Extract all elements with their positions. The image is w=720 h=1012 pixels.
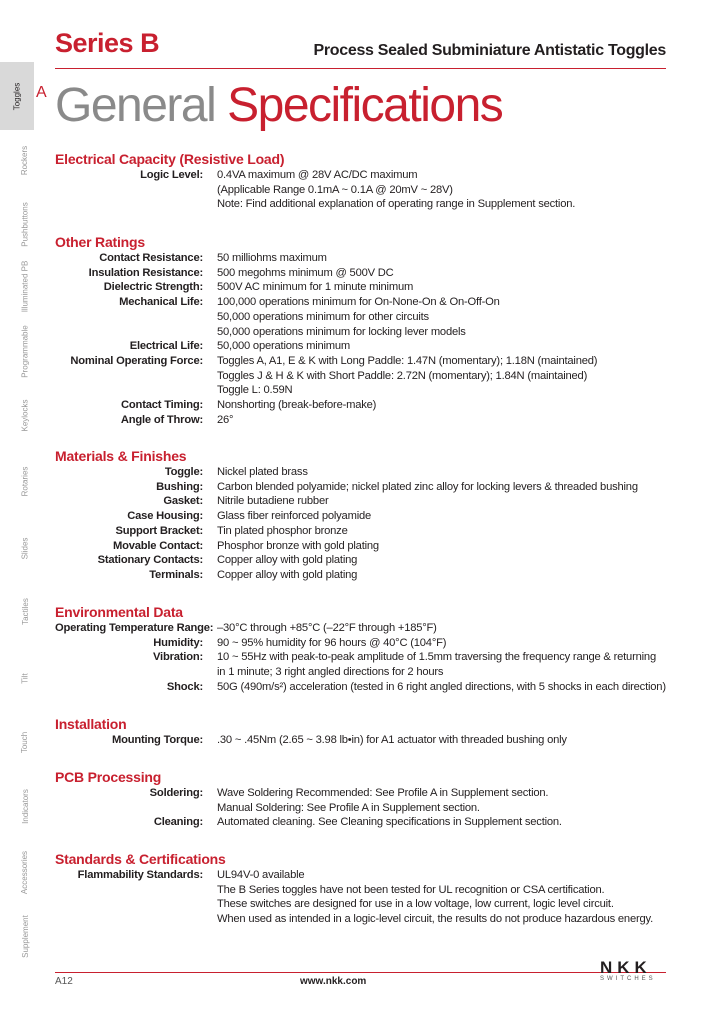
spec-row: [55, 636, 666, 651]
side-tab-label: Touch: [20, 731, 30, 754]
spec-label: Mechanical Life:: [119, 296, 203, 309]
spec-value: The B Series toggles have not been tested for UL recognition or CSA certification.: [217, 883, 605, 896]
spec-value: 500V AC minimum for 1 minute minimum: [217, 281, 414, 294]
spec-label: Movable Contact:: [112, 539, 203, 552]
spec-label: Contact Resistance:: [99, 252, 203, 264]
spec-label: Support Bracket:: [115, 524, 203, 537]
spec-label: Vibration:: [152, 651, 203, 664]
spec-row: [55, 665, 666, 680]
spec-value: Toggles A, A1, E & K with Long Paddle: 1.47N (momentary); 1.18N (maintained): [217, 354, 598, 367]
spec-row: [55, 168, 575, 183]
spec-label: Bushing:: [156, 480, 203, 493]
spec-row: [55, 680, 666, 695]
section-electrical-capacity: [55, 151, 575, 212]
side-tab-label: Programmable: [20, 325, 30, 378]
series-title: Series B: [55, 28, 160, 58]
spec-label: [55, 183, 217, 198]
spec-label: [55, 897, 217, 912]
spec-value: When used as intended in a logic-level circuit, the results do not produce hazardous energy.: [217, 913, 653, 926]
side-tab-label: Tilt: [20, 673, 30, 684]
spec-label: Humidity:: [153, 636, 203, 649]
product-title: Process Sealed Subminiature Antistatic Toggles: [313, 42, 666, 59]
section-heading: Electrical Capacity (Resistive Load): [55, 151, 285, 167]
side-tab-label: Indicators: [20, 789, 30, 824]
side-tab-label: Tactiles: [20, 598, 30, 625]
spec-row: [55, 539, 638, 554]
side-tab-programmable[interactable]: [0, 324, 50, 379]
spec-label: Flammability Standards:: [77, 869, 203, 881]
spec-label: [55, 883, 217, 898]
spec-value: 100,000 operations minimum for On-None-On & On-Off-On: [217, 296, 500, 309]
spec-label: Operating Temperature Range:: [55, 622, 214, 634]
spec-label: Gasket:: [163, 495, 203, 508]
spec-value: Nonshorting (break-before-make): [217, 399, 377, 412]
spec-label: Cleaning:: [153, 816, 203, 829]
side-tab-accessories[interactable]: [0, 845, 50, 900]
logo-mark: NKK: [600, 958, 652, 977]
spec-row: [55, 354, 597, 369]
spec-row: [55, 295, 597, 310]
spec-label: Contact Timing:: [121, 399, 203, 412]
side-tab-illuminated-pb[interactable]: [0, 259, 50, 314]
spec-row: [55, 494, 638, 509]
section-installation: [55, 716, 567, 748]
spec-value: Manual Soldering: See Profile A in Supplement section.: [217, 801, 480, 814]
spec-label: [55, 665, 217, 680]
spec-value: 50 milliohms maximum: [217, 252, 327, 264]
side-tab-slides[interactable]: [0, 521, 50, 576]
spec-value: 50,000 operations minimum: [217, 340, 351, 353]
spec-label: Logic Level:: [140, 169, 203, 181]
spec-row: [55, 369, 597, 384]
section-other-ratings: [55, 234, 597, 427]
spec-row: [55, 398, 597, 413]
spec-value: 500 megohms minimum @ 500V DC: [217, 266, 394, 279]
section-heading: Environmental Data: [55, 604, 183, 620]
section-pcb-processing: [55, 769, 562, 830]
spec-row: [55, 183, 575, 198]
page-title-specifications: Specifications: [227, 79, 503, 132]
spec-label: Stationary Contacts:: [97, 554, 203, 567]
side-tab-label: Accessories: [20, 850, 30, 895]
spec-row: [55, 266, 597, 281]
spec-row: [55, 801, 562, 816]
spec-value: Copper alloy with gold plating: [217, 554, 358, 567]
side-tab-supplement[interactable]: [0, 909, 50, 964]
spec-label: Nominal Operating Force:: [70, 354, 203, 367]
spec-value: –30°C through +85°C (–22°F through +185°F): [217, 622, 437, 634]
section-standards-certifications: [55, 851, 653, 927]
website-link[interactable]: www.nkk.com: [300, 976, 367, 987]
spec-value: Nitrile butadiene rubber: [217, 495, 329, 508]
spec-value: 0.4VA maximum @ 28V AC/DC maximum: [217, 169, 418, 181]
spec-label: Soldering:: [149, 787, 203, 799]
spec-row: [55, 480, 638, 495]
side-tab-touch[interactable]: [0, 715, 50, 770]
page-title: [55, 79, 503, 132]
page-title-general: General: [55, 79, 216, 132]
footer-divider: [55, 972, 666, 973]
spec-row: [55, 413, 597, 428]
tab-letter: A: [36, 84, 47, 101]
header-divider: [55, 68, 666, 69]
spec-value: Toggle L: 0.59N: [217, 384, 293, 397]
spec-label: Terminals:: [149, 568, 203, 581]
spec-value: 90 ~ 95% humidity for 96 hours @ 40°C (104°F): [217, 636, 447, 649]
spec-value: Tin plated phosphor bronze: [217, 524, 348, 537]
side-tab-label: Toggles: [12, 82, 22, 110]
spec-label: Insulation Resistance:: [88, 266, 203, 279]
side-tab-pushbuttons[interactable]: [0, 197, 50, 252]
spec-label: [55, 197, 217, 212]
side-tab-toggles[interactable]: [0, 62, 34, 130]
spec-value: UL94V-0 available: [217, 869, 305, 881]
section-environmental-data: [55, 604, 666, 695]
spec-row: [55, 197, 575, 212]
spec-label: [55, 325, 217, 340]
spec-row: [55, 568, 638, 583]
spec-value: 50,000 operations minimum for other circuits: [217, 310, 429, 323]
logo-subtitle: SWITCHES: [600, 976, 656, 982]
spec-label: Mounting Torque:: [111, 734, 203, 746]
spec-label: [55, 310, 217, 325]
spec-row: [55, 621, 666, 636]
spec-row: [55, 509, 638, 524]
side-tab-rockers[interactable]: [0, 133, 50, 188]
section-heading: PCB Processing: [55, 769, 162, 785]
spec-label: [55, 383, 217, 398]
spec-value: 10 ~ 55Hz with peak-to-peak amplitude of 1.5mm traversing the frequency range & returning: [217, 651, 656, 664]
spec-value: Wave Soldering Recommended: See Profile A in Supplement section.: [217, 787, 549, 799]
side-tab-label: Supplement: [20, 915, 30, 958]
spec-value: Toggles J & H & K with Short Paddle: 2.72N (momentary); 1.84N (maintained): [217, 369, 588, 382]
spec-row: [55, 465, 638, 480]
section-materials-finishes: [55, 448, 638, 583]
spec-row: [55, 280, 597, 295]
side-tab-rotaries[interactable]: [0, 454, 50, 509]
spec-row: [55, 339, 597, 354]
section-heading: Installation: [55, 716, 127, 732]
side-tab-label: Keylocks: [20, 399, 30, 432]
spec-row: [55, 883, 653, 898]
spec-row: [55, 553, 638, 568]
spec-value: Carbon blended polyamide; nickel plated zinc alloy for locking levers & threaded bushing: [217, 480, 638, 493]
side-tab-tactiles[interactable]: [0, 584, 50, 639]
spec-value: Phosphor bronze with gold plating: [217, 539, 379, 552]
side-tab-tilt[interactable]: [0, 651, 50, 706]
spec-row: [55, 897, 653, 912]
side-tab-keylocks[interactable]: [0, 388, 50, 443]
spec-label: Case Housing:: [127, 510, 203, 523]
spec-value: Note: Find additional explanation of operating range in Supplement section.: [217, 198, 576, 211]
side-tab-label: Rotaries: [20, 466, 30, 497]
spec-value: Nickel plated brass: [217, 466, 308, 478]
side-tab-label: Pushbuttons: [20, 202, 30, 247]
spec-row: [55, 310, 597, 325]
section-heading: Other Ratings: [55, 234, 145, 250]
spec-value: Copper alloy with gold plating: [217, 568, 358, 581]
spec-row: [55, 251, 597, 266]
spec-label: Shock:: [166, 680, 203, 693]
spec-label: [55, 801, 217, 816]
spec-label: [55, 912, 217, 927]
section-heading: Materials & Finishes: [55, 448, 187, 464]
spec-row: [55, 383, 597, 398]
spec-value: in 1 minute; 3 right angled directions for 2 hours: [217, 666, 444, 679]
side-tab-label: Slides: [20, 537, 30, 560]
spec-label: Dielectric Strength:: [103, 281, 203, 294]
spec-value: .30 ~ .45Nm (2.65 ~ 3.98 lb•in) for A1 actuator with threaded bushing only: [217, 734, 567, 746]
spec-row: [55, 650, 666, 665]
spec-row: [55, 786, 562, 801]
spec-value: 50,000 operations minimum for locking lever models: [217, 325, 466, 338]
spec-row: [55, 325, 597, 340]
section-heading: Standards & Certifications: [55, 851, 226, 867]
nkk-logo: [600, 958, 666, 982]
spec-label: Angle of Throw:: [120, 413, 203, 426]
spec-value: 26°: [217, 413, 234, 426]
spec-value: 50G (490m/s²) acceleration (tested in 6 right angled directions, with 5 shocks in each direction): [217, 680, 666, 693]
spec-value: Automated cleaning. See Cleaning specifications in Supplement section.: [217, 816, 562, 829]
page-number: A12: [55, 976, 73, 987]
spec-row: [55, 912, 653, 927]
spec-row: [55, 733, 567, 748]
spec-label: [55, 369, 217, 384]
spec-row: [55, 815, 562, 830]
spec-row: [55, 524, 638, 539]
spec-label: Toggle:: [164, 466, 203, 478]
spec-label: Electrical Life:: [129, 340, 203, 353]
side-tab-label: Illuminated PB: [20, 260, 30, 313]
side-tab-indicators[interactable]: [0, 779, 50, 834]
spec-value: Glass fiber reinforced polyamide: [217, 510, 372, 523]
spec-value: These switches are designed for use in a low voltage, low current, logic level circuit.: [217, 898, 614, 911]
spec-row: [55, 868, 653, 883]
spec-value: (Applicable Range 0.1mA ~ 0.1A @ 20mV ~ 28V): [217, 183, 453, 196]
side-tab-label: Rockers: [20, 145, 30, 176]
